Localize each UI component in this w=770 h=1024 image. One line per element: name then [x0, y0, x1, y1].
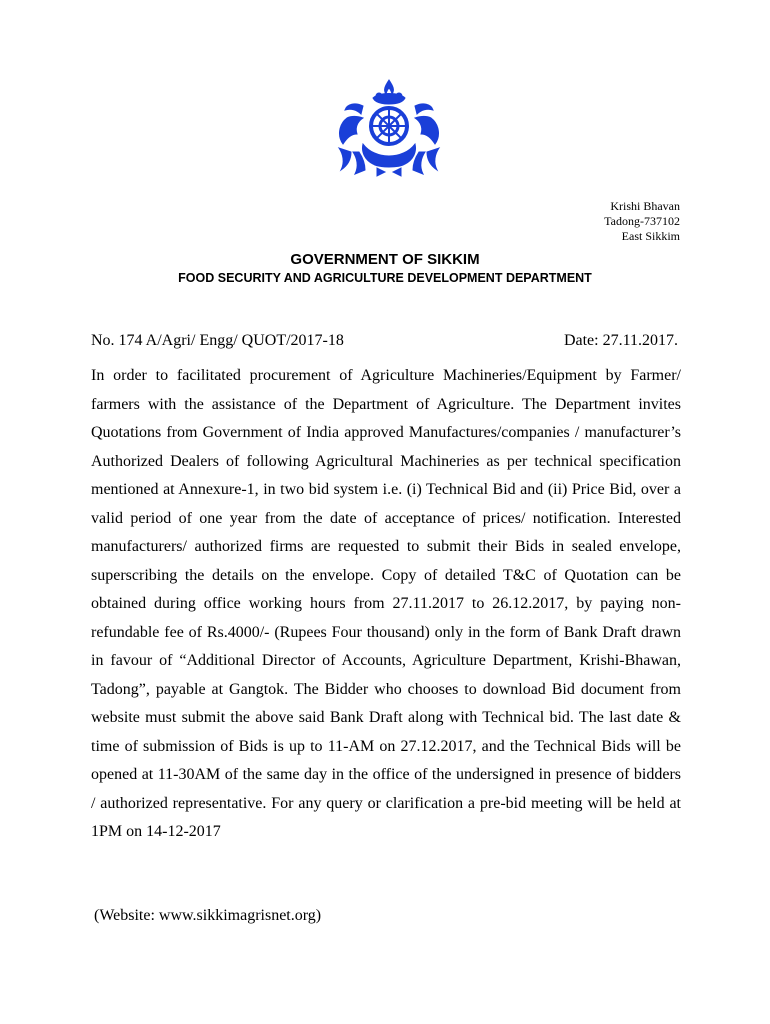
notice-body-paragraph: In order to facilitated procurement of Agriculture Machineries/Equipment by Farmer/ farmers with the assistance of the Department of Agriculture. The Department invites Quotations from Government of India approved Manufactures/companies / manufacturer’s Authorized Dealers of following Agricultural Machineries as per technical specification mentioned at Annexure-1, in two bid system i.e. (i) Technical Bid and (ii) Price Bid, over a valid period of one year from the date of acceptance of prices/ notification. Interested manufacturers/ authorized firms are requested to submit their Bids in sealed envelope, superscribing the details on the envelope. Copy of detailed T&C of Quotation can be obtained during office working hours from 27.11.2017 to 26.12.2017, by paying non-refundable fee of Rs.4000/- (Rupees Four thousand) only in the form of Bank Draft drawn in favour of “Additional Director of Accounts, Agriculture Department, Krishi-Bhawan, Tadong”, payable at Gangtok. The Bidder who chooses to download Bid document from website must submit the above said Bank Draft along with Technical bid. The last date & time of submission of Bids is up to 11-AM on 27.12.2017, and the Technical Bids will be opened at 11-30AM of the same day in the office of the undersigned in presence of bidders / authorized representative. For any query or clarification a pre-bid meeting will be held at 1PM on 14-12-2017 — [91, 367, 681, 840]
address-line-locality: Tadong-737102 — [604, 214, 680, 228]
reference-number: No. 174 A/Agri/ Engg/ QUOT/2017-18 — [91, 332, 344, 349]
website-reference: (Website: www.sikkimagrisnet.org) — [94, 907, 322, 924]
address-line-district: East Sikkim — [621, 229, 680, 243]
notice-date: Date: 27.11.2017. — [563, 332, 678, 349]
government-title: GOVERNMENT OF SIKKIM — [290, 251, 480, 268]
department-title: FOOD SECURITY AND AGRICULTURE DEVELOPMENT DEPARTMENT — [178, 271, 592, 285]
address-line-office: Krishi Bhavan — [610, 199, 680, 213]
sikkim-state-emblem-icon — [333, 78, 445, 178]
office-address — [604, 199, 680, 244]
